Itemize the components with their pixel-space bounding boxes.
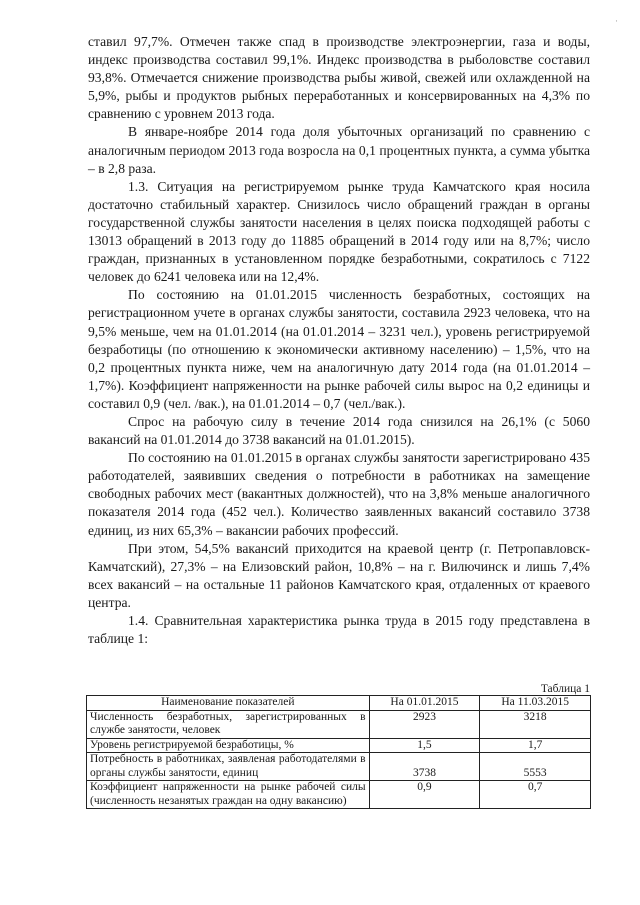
row-name: Уровень регистрируемой безработицы, % <box>87 738 370 753</box>
row-value-2: 1,7 <box>480 738 591 753</box>
paragraph-unemployed-count: По состоянию на 01.01.2015 численность безработных, состоящих на регистрационном учете в органах службы занятости, составила 2923 человека, что на 9,5% меньше, чем на 01.01.2014 (на 01.01.2014 – 3231 чел.), уровень регистрируемой безработицы (по отношению к экономически активному населению) – 1,5%, что на 0,2 процентных пункта ниже, чем на аналогичную дату 2014 года (на 01.01.2014 – 1,7%). Коэффициент напряженности на рынке рабочей силы вырос на 0,2 единицы и составил 0,9 (чел. /вак.), на 01.01.2014 – 0,7 (чел./вак.). <box>88 287 590 411</box>
row-name: Потребность в работниках, заявленая работодателями в органы службы занятости, единиц <box>87 753 370 781</box>
row-name: Коэффициент напряженности на рынке рабочей силы (численность незанятых граждан на одну вакансию) <box>87 781 370 809</box>
row-value-1: 0,9 <box>369 781 480 809</box>
table-row <box>87 710 591 738</box>
row-value-1: 2923 <box>369 710 480 738</box>
table-header-row <box>87 696 591 711</box>
paragraph-labor-demand: Спрос на рабочую силу в течение 2014 года снизился на 26,1% (с 5060 вакансий на 01.01.2014 до 3738 вакансий на 01.01.2015). <box>88 413 590 448</box>
row-value-2: 5553 <box>480 753 591 781</box>
paragraph-industry-production: ставил 97,7%. Отмечен также спад в производстве электроэнергии, газа и воды, индекс производства составил 99,1%. Индекс производства в рыболовстве составил 93,8%. Отмечается снижение производства рыбы живой, свежей или охлажденной на 5,9%, рыбы и продуктов рыбных переработанных и консервированных на 4,3% по сравнению с уровнем 2013 года. <box>88 34 590 122</box>
labor-market-table <box>86 695 591 809</box>
table-row <box>87 738 591 753</box>
scan-mark: · <box>615 16 618 26</box>
paragraph-vacancy-distribution: При этом, 54,5% вакансий приходится на краевой центр (г. Петропавловск-Камчатский), 27,3% – на Елизовский район, 10,8% – на г. Вилючинск и лишь 7,4% всех вакансий – на остальные 11 районов Камчатского края, отдаленных от краевого центра. <box>88 540 590 610</box>
row-value-2: 3218 <box>480 710 591 738</box>
body-text <box>88 33 590 648</box>
table-row <box>87 781 591 809</box>
header-date-2: На 11.03.2015 <box>480 696 591 711</box>
paragraph-table-intro: 1.4. Сравнительная характеристика рынка труда в 2015 году представлена в таблице 1: <box>88 613 590 647</box>
header-indicator: Наименование показателей <box>87 696 370 711</box>
paragraph-unprofitable-organizations: В январе-ноябре 2014 года доля убыточных организаций по сравнению с аналогичным периодом 2013 года возросла на 0,1 процентных пункта, а сумма убытка – в 2,8 раза. <box>88 124 590 176</box>
row-value-2: 0,7 <box>480 781 591 809</box>
header-date-1: На 01.01.2015 <box>369 696 480 711</box>
row-value-1: 1,5 <box>369 738 480 753</box>
paragraph-labor-market-situation: 1.3. Ситуация на регистрируемом рынке труда Камчатского края носила достаточно стабильный характер. Снизилось число обращений граждан в органы государственной службы занятости населения в целях поиска подходящей работы с 13013 обращений в 2013 году до 11885 обращений в 2014 году или на 8,7%; число граждан, признанных в установленном порядке безработными, сократилось с 7122 человек до 6241 человека или на 12,4%. <box>88 178 590 285</box>
table-row <box>87 753 591 781</box>
table-caption: Таблица 1 <box>540 683 590 695</box>
row-name: Численность безработных, зарегистрированных в службе занятости, человек <box>87 710 370 738</box>
row-value-1: 3738 <box>369 753 480 781</box>
paragraph-employers: По состоянию на 01.01.2015 в органах службы занятости зарегистрировано 435 работодателей, заявивших сведения о потребности в работниках на замещение свободных рабочих мест (вакантных должностей), что на 3,8% меньше аналогичного показателя 2014 года (452 чел.). Количество заявленных вакансий составило 3738 единиц, из них 65,3% – вакансии рабочих профессий. <box>88 450 590 538</box>
